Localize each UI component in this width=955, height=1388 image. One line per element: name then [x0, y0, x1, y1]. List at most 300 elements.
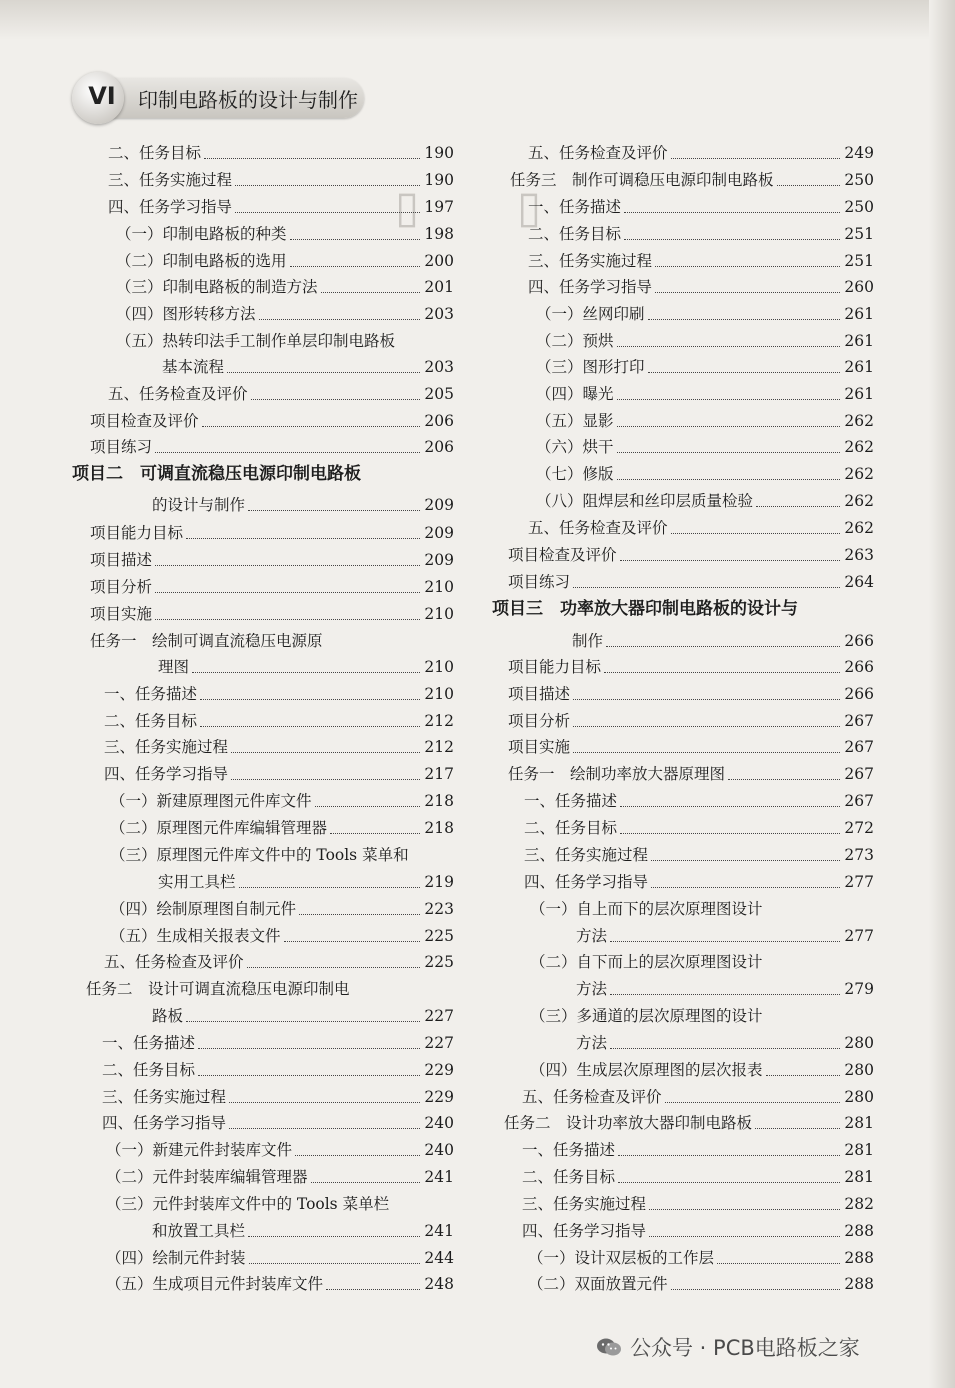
toc-entry — [492, 542, 874, 568]
toc-entry-text: 项目实施 — [508, 738, 571, 756]
toc-entry — [72, 434, 454, 460]
toc-entry-text: 项目二 可调直流稳压电源印制电路板 — [72, 464, 361, 484]
toc-page-number: 279 — [844, 980, 874, 998]
toc-entry-text: 项目三 功率放大器印制电路板的设计与 — [492, 599, 798, 619]
toc-entry — [72, 1003, 454, 1029]
toc-entry — [492, 896, 874, 922]
toc-entry-text: 三、任务实施过程 — [524, 846, 649, 864]
toc-page-number: 250 — [844, 171, 874, 189]
toc-page-number: 190 — [424, 171, 454, 189]
toc-entry-text: 一、任务描述 — [522, 1141, 616, 1159]
toc-entry-text: 五、任务检查及评价 — [522, 1088, 662, 1106]
toc-entry — [492, 274, 874, 300]
toc-entry — [72, 248, 454, 274]
toc-entry-text: 实用工具栏 — [158, 873, 236, 891]
toc-page-number: 229 — [424, 1088, 454, 1106]
toc-page-number: 280 — [844, 1061, 874, 1079]
toc-entry — [72, 976, 454, 1002]
dot-leader — [756, 506, 840, 507]
toc-entry-text: 和放置工具栏 — [152, 1222, 246, 1240]
toc-entry-text: 项目分析 — [508, 712, 571, 730]
toc-page-number: 281 — [844, 1141, 874, 1159]
toc-page-number: 218 — [424, 819, 454, 837]
toc-entry — [72, 301, 454, 327]
toc-entry-text: 二、任务目标 — [102, 1061, 196, 1079]
toc-entry — [492, 194, 874, 220]
toc-entry-text: 项目能力目标 — [90, 524, 184, 542]
toc-entry — [72, 1084, 454, 1110]
dot-leader — [239, 887, 420, 888]
toc-entry-text: 项目描述 — [508, 685, 571, 703]
dot-leader — [204, 158, 420, 159]
toc-page-number: 260 — [844, 278, 874, 296]
toc-entry-text: （八）阻焊层和丝印层质量检验 — [536, 492, 754, 510]
dot-leader — [235, 212, 420, 213]
toc-entry-text: 一、任务描述 — [528, 198, 622, 216]
dot-leader — [259, 319, 420, 320]
toc-entry — [72, 1137, 454, 1163]
toc-entry-text: 项目检查及评价 — [90, 412, 199, 430]
dot-leader — [617, 452, 840, 453]
dot-leader — [649, 1236, 840, 1237]
toc-entry-text: 任务一 绘制功率放大器原理图 — [508, 765, 726, 783]
toc-page-number: 262 — [844, 465, 874, 483]
dot-leader — [315, 806, 420, 807]
dot-leader — [330, 833, 420, 834]
toc-entry-text: （二）印制电路板的选用 — [116, 252, 287, 270]
toc-entry — [492, 167, 874, 193]
toc-entry-text: 项目分析 — [90, 578, 153, 596]
toc-entry-text: （四）曝光 — [536, 385, 614, 403]
toc-entry-text: 任务二 设计可调直流稳压电源印制电 — [86, 980, 350, 998]
toc-entry — [72, 654, 454, 680]
toc-entry — [72, 1245, 454, 1271]
toc-page-number: 280 — [844, 1088, 874, 1106]
toc-page-number: 227 — [424, 1034, 454, 1052]
toc-page-number: 266 — [844, 632, 874, 650]
toc-entry — [72, 681, 454, 707]
dot-leader — [573, 752, 840, 753]
dot-leader — [620, 833, 840, 834]
toc-entry — [72, 1030, 454, 1056]
toc-page-number: 262 — [844, 438, 874, 456]
toc-entry — [72, 1110, 454, 1136]
toc-page-number: 262 — [844, 492, 874, 510]
toc-page-number: 261 — [844, 385, 874, 403]
dot-leader — [606, 646, 840, 647]
toc-page-number: 218 — [424, 792, 454, 810]
toc-entry — [72, 869, 454, 895]
toc-entry-text: 四、任务学习指导 — [522, 1222, 647, 1240]
toc-entry-text: （五）显影 — [536, 412, 614, 430]
toc-entry-text: （四）图形转移方法 — [116, 305, 256, 323]
toc-entry — [72, 1271, 454, 1297]
book-title: 印制电路板的设计与制作 — [138, 88, 358, 112]
toc-entry-text: 方法 — [576, 980, 608, 998]
toc-page-number: 266 — [844, 658, 874, 676]
toc-entry — [492, 681, 874, 707]
toc-page-number: 209 — [424, 524, 454, 542]
toc-entry — [492, 301, 874, 327]
toc-entry-text: （三）元件封装库文件中的 Tools 菜单栏 — [106, 1195, 390, 1213]
toc-entry-text: 三、任务实施过程 — [102, 1088, 227, 1106]
toc-entry — [492, 949, 874, 975]
toc-page-number: 219 — [424, 873, 454, 891]
toc-entry-text: （一）印制电路板的种类 — [116, 225, 287, 243]
bleed-through-glyph: ▯ — [395, 182, 420, 233]
toc-entry-text: （四）绘制元件封装 — [106, 1249, 246, 1267]
toc-page-number: 225 — [424, 953, 454, 971]
toc-entry-text: 五、任务检查及评价 — [104, 953, 244, 971]
toc-page-number: 266 — [844, 685, 874, 703]
dot-leader — [648, 372, 840, 373]
toc-entry-text: 五、任务检查及评价 — [528, 144, 668, 162]
dot-leader — [192, 672, 420, 673]
toc-page-number: 205 — [424, 385, 454, 403]
toc-page-number: 227 — [424, 1007, 454, 1025]
toc-entry — [72, 1191, 454, 1217]
toc-entry-text: 项目检查及评价 — [508, 546, 617, 564]
dot-leader — [248, 510, 420, 511]
toc-entry — [72, 842, 454, 868]
toc-entry — [492, 221, 874, 247]
toc-page-number: 267 — [844, 792, 874, 810]
toc-entry-text: 任务二 设计功率放大器印制电路板 — [504, 1114, 753, 1132]
toc-entry-text: 三、任务实施过程 — [522, 1195, 647, 1213]
toc-entry — [72, 408, 454, 434]
toc-entry-text: 项目描述 — [90, 551, 153, 569]
dot-leader — [624, 239, 840, 240]
toc-entry-text: 理图 — [158, 658, 190, 676]
toc-page-number: 251 — [844, 225, 874, 243]
running-header — [72, 72, 364, 124]
toc-page-number: 281 — [844, 1168, 874, 1186]
toc-entry — [72, 328, 454, 354]
toc-entry-text: 制作 — [572, 632, 604, 650]
toc-page-number: 277 — [844, 873, 874, 891]
toc-entry — [72, 628, 454, 654]
dot-leader — [186, 1021, 420, 1022]
toc-page-number: 229 — [424, 1061, 454, 1079]
toc-entry — [492, 1245, 874, 1271]
toc-entry — [492, 815, 874, 841]
dot-leader — [610, 941, 840, 942]
toc-entry-text: （二）双面放置元件 — [528, 1275, 668, 1293]
toc-page-number: 201 — [424, 278, 454, 296]
toc-entry — [72, 492, 454, 518]
dot-leader — [247, 967, 420, 968]
toc-entry — [492, 328, 874, 354]
toc-page-number: 223 — [424, 900, 454, 918]
dot-leader — [649, 1209, 840, 1210]
toc-entry — [72, 788, 454, 814]
toc-page-number: 288 — [844, 1275, 874, 1293]
dot-leader — [618, 1182, 840, 1183]
toc-entry-text: 方法 — [576, 1034, 608, 1052]
toc-entry-text: 一、任务描述 — [104, 685, 198, 703]
dot-leader — [284, 941, 420, 942]
dot-leader — [198, 1048, 420, 1049]
toc-entry-text: （一）新建元件封装库文件 — [106, 1141, 293, 1159]
dot-leader — [290, 239, 420, 240]
dot-leader — [755, 1128, 840, 1129]
dot-leader — [717, 1263, 840, 1264]
toc-entry — [72, 520, 454, 546]
toc-entry — [492, 461, 874, 487]
toc-page-number: 210 — [424, 605, 454, 623]
toc-page-number: 198 — [424, 225, 454, 243]
toc-entry — [492, 1137, 874, 1163]
toc-entry — [492, 708, 874, 734]
toc-entry — [492, 1003, 874, 1029]
toc-entry-text: （五）生成项目元件封装库文件 — [106, 1275, 324, 1293]
toc-entry-text: 二、任务目标 — [108, 144, 202, 162]
dot-leader — [198, 1075, 420, 1076]
toc-entry — [492, 1030, 874, 1056]
toc-chapter-heading — [72, 461, 454, 487]
toc-page-number: 240 — [424, 1141, 454, 1159]
page-top-shadow — [0, 0, 955, 40]
toc-entry — [72, 761, 454, 787]
toc-entry-text: （七）修版 — [536, 465, 614, 483]
toc-page-number: 261 — [844, 358, 874, 376]
dot-leader — [295, 1155, 420, 1156]
toc-entry — [72, 381, 454, 407]
toc-page-number: 197 — [424, 198, 454, 216]
toc-entry — [492, 1271, 874, 1297]
toc-entry-text: （四）绘制原理图自制元件 — [110, 900, 297, 918]
toc-entry — [72, 815, 454, 841]
toc-page-number: 264 — [844, 573, 874, 591]
toc-entry — [492, 434, 874, 460]
toc-entry — [72, 547, 454, 573]
toc-entry-text: （三）多通道的层次原理图的设计 — [530, 1007, 763, 1025]
toc-entry — [492, 842, 874, 868]
toc-entry-text: 任务一 绘制可调直流稳压电源原 — [90, 632, 323, 650]
toc-entry — [72, 1164, 454, 1190]
toc-page-number: 261 — [844, 305, 874, 323]
toc-page-number: 263 — [844, 546, 874, 564]
toc-page-number: 288 — [844, 1222, 874, 1240]
toc-entry — [492, 248, 874, 274]
toc-entry — [72, 734, 454, 760]
toc-page-number: 212 — [424, 738, 454, 756]
dot-leader — [610, 994, 840, 995]
toc-entry — [72, 896, 454, 922]
toc-entry-text: （五）热转印法手工制作单层印制电路板 — [116, 332, 396, 350]
toc-entry — [492, 569, 874, 595]
toc-entry-text: 四、任务学习指导 — [104, 765, 229, 783]
toc-page-number: 288 — [844, 1249, 874, 1267]
dot-leader — [617, 479, 840, 480]
toc-entry-text: （二）元件封装库编辑管理器 — [106, 1168, 308, 1186]
toc-page-number: 280 — [844, 1034, 874, 1052]
page-right-shadow — [929, 0, 955, 1388]
toc-page-number: 210 — [424, 578, 454, 596]
toc-page-number: 217 — [424, 765, 454, 783]
wechat-icon — [596, 1337, 622, 1357]
dot-leader — [671, 533, 840, 534]
toc-page-number: 273 — [844, 846, 874, 864]
dot-leader — [235, 185, 420, 186]
dot-leader — [665, 1102, 840, 1103]
toc-entry-text: 三、任务实施过程 — [104, 738, 229, 756]
toc-entry-text: 项目练习 — [90, 438, 153, 456]
toc-page-number: 210 — [424, 685, 454, 703]
toc-entry-text: （六）烘干 — [536, 438, 614, 456]
toc-chapter-heading — [492, 596, 874, 622]
watermark-text: 公众号 · PCB电路板之家 — [630, 1336, 860, 1360]
dot-leader — [227, 372, 420, 373]
toc-entry — [492, 1164, 874, 1190]
toc-entry — [72, 167, 454, 193]
toc-page-number: 248 — [424, 1275, 454, 1293]
toc-entry — [72, 708, 454, 734]
toc-page-number: 272 — [844, 819, 874, 837]
toc-entry — [72, 354, 454, 380]
dot-leader — [299, 914, 420, 915]
toc-entry-text: （一）设计双层板的工作层 — [528, 1249, 715, 1267]
toc-entry-text: 一、任务描述 — [102, 1034, 196, 1052]
toc-entry — [72, 923, 454, 949]
toc-entry — [72, 140, 454, 166]
toc-page-number: 251 — [844, 252, 874, 270]
dot-leader — [766, 1075, 840, 1076]
toc-entry — [492, 628, 874, 654]
toc-entry-text: 路板 — [152, 1007, 184, 1025]
toc-page-number: 241 — [424, 1168, 454, 1186]
dot-leader — [618, 1155, 840, 1156]
dot-leader — [251, 399, 420, 400]
dot-leader — [617, 346, 840, 347]
toc-page-number: 200 — [424, 252, 454, 270]
toc-entry-text: （三）图形打印 — [536, 358, 645, 376]
toc-entry-text: 四、任务学习指导 — [102, 1114, 227, 1132]
dot-leader — [229, 1102, 420, 1103]
dot-leader — [311, 1182, 420, 1183]
toc-entry-text: （一）自上而下的层次原理图设计 — [530, 900, 763, 918]
toc-page-number: 209 — [424, 551, 454, 569]
dot-leader — [202, 426, 420, 427]
toc-page-number: 210 — [424, 658, 454, 676]
toc-entry — [492, 734, 874, 760]
toc-page-number: 277 — [844, 927, 874, 945]
toc-entry — [492, 1057, 874, 1083]
dot-leader — [326, 1289, 420, 1290]
toc-page-number: 206 — [424, 412, 454, 430]
dot-leader — [155, 619, 420, 620]
toc-entry — [492, 1084, 874, 1110]
toc-entry-text: 二、任务目标 — [528, 225, 622, 243]
toc-entry — [492, 761, 874, 787]
dot-leader — [248, 1236, 420, 1237]
toc-entry — [492, 515, 874, 541]
dot-leader — [155, 452, 420, 453]
dot-leader — [155, 592, 420, 593]
dot-leader — [617, 399, 840, 400]
toc-page-number: 190 — [424, 144, 454, 162]
toc-page-number: 267 — [844, 738, 874, 756]
toc-page-number: 282 — [844, 1195, 874, 1213]
dot-leader — [229, 1128, 420, 1129]
toc-entry-text: 三、任务实施过程 — [108, 171, 233, 189]
dot-leader — [651, 887, 840, 888]
toc-entry-text: （二）自下而上的层次原理图设计 — [530, 953, 763, 971]
dot-leader — [671, 1289, 840, 1290]
dot-leader — [231, 752, 420, 753]
toc-entry-text: （一）丝网印刷 — [536, 305, 645, 323]
toc-page-number: 212 — [424, 712, 454, 730]
toc-entry — [492, 408, 874, 434]
toc-entry-text: 五、任务检查及评价 — [108, 385, 248, 403]
dot-leader — [648, 319, 840, 320]
toc-page-number: 262 — [844, 412, 874, 430]
toc-entry-text: 四、任务学习指导 — [528, 278, 653, 296]
toc-page-number: 209 — [424, 496, 454, 514]
dot-leader — [777, 185, 840, 186]
dot-leader — [617, 426, 840, 427]
dot-leader — [671, 158, 840, 159]
toc-entry — [492, 488, 874, 514]
toc-entry — [492, 976, 874, 1002]
dot-leader — [610, 1048, 840, 1049]
toc-entry — [492, 1110, 874, 1136]
toc-entry-text: 基本流程 — [162, 358, 225, 376]
toc-page-number: 240 — [424, 1114, 454, 1132]
toc-entry — [492, 1191, 874, 1217]
toc-entry — [492, 869, 874, 895]
dot-leader — [186, 538, 420, 539]
dot-leader — [231, 779, 420, 780]
toc-entry — [72, 574, 454, 600]
toc-entry-text: 项目练习 — [508, 573, 571, 591]
toc-entry-text: 四、任务学习指导 — [524, 873, 649, 891]
toc-entry — [492, 1218, 874, 1244]
dot-leader — [728, 779, 840, 780]
toc-page-number: 262 — [844, 519, 874, 537]
toc-page-number: 281 — [844, 1114, 874, 1132]
toc-entry — [72, 601, 454, 627]
page-number-roman: VI — [88, 82, 116, 110]
toc-page-number: 267 — [844, 765, 874, 783]
dot-leader — [155, 565, 420, 566]
dot-leader — [655, 266, 840, 267]
toc-entry-text: 方法 — [576, 927, 608, 945]
dot-leader — [620, 560, 840, 561]
dot-leader — [573, 699, 840, 700]
toc-entry-text: 的设计与制作 — [152, 496, 246, 514]
toc-page-number: 249 — [844, 144, 874, 162]
dot-leader — [573, 726, 840, 727]
toc-page-number: 225 — [424, 927, 454, 945]
dot-leader — [321, 292, 420, 293]
toc-entry — [72, 221, 454, 247]
toc-entry-text: （三）原理图元件库文件中的 Tools 菜单和 — [110, 846, 409, 864]
dot-leader — [573, 587, 840, 588]
toc-entry — [72, 274, 454, 300]
toc-page-number: 267 — [844, 712, 874, 730]
toc-entry — [72, 1057, 454, 1083]
bleed-through-glyph: ▯ — [517, 182, 542, 233]
dot-leader — [290, 266, 420, 267]
toc-entry-text: （三）印制电路板的制造方法 — [116, 278, 318, 296]
toc-entry — [492, 788, 874, 814]
toc-entry-text: 任务三 制作可调稳压电源印制电路板 — [510, 171, 774, 189]
toc-entry-text: 三、任务实施过程 — [528, 252, 653, 270]
dot-leader — [200, 699, 420, 700]
toc-entry-text: 一、任务描述 — [524, 792, 618, 810]
toc-page-number: 203 — [424, 358, 454, 376]
